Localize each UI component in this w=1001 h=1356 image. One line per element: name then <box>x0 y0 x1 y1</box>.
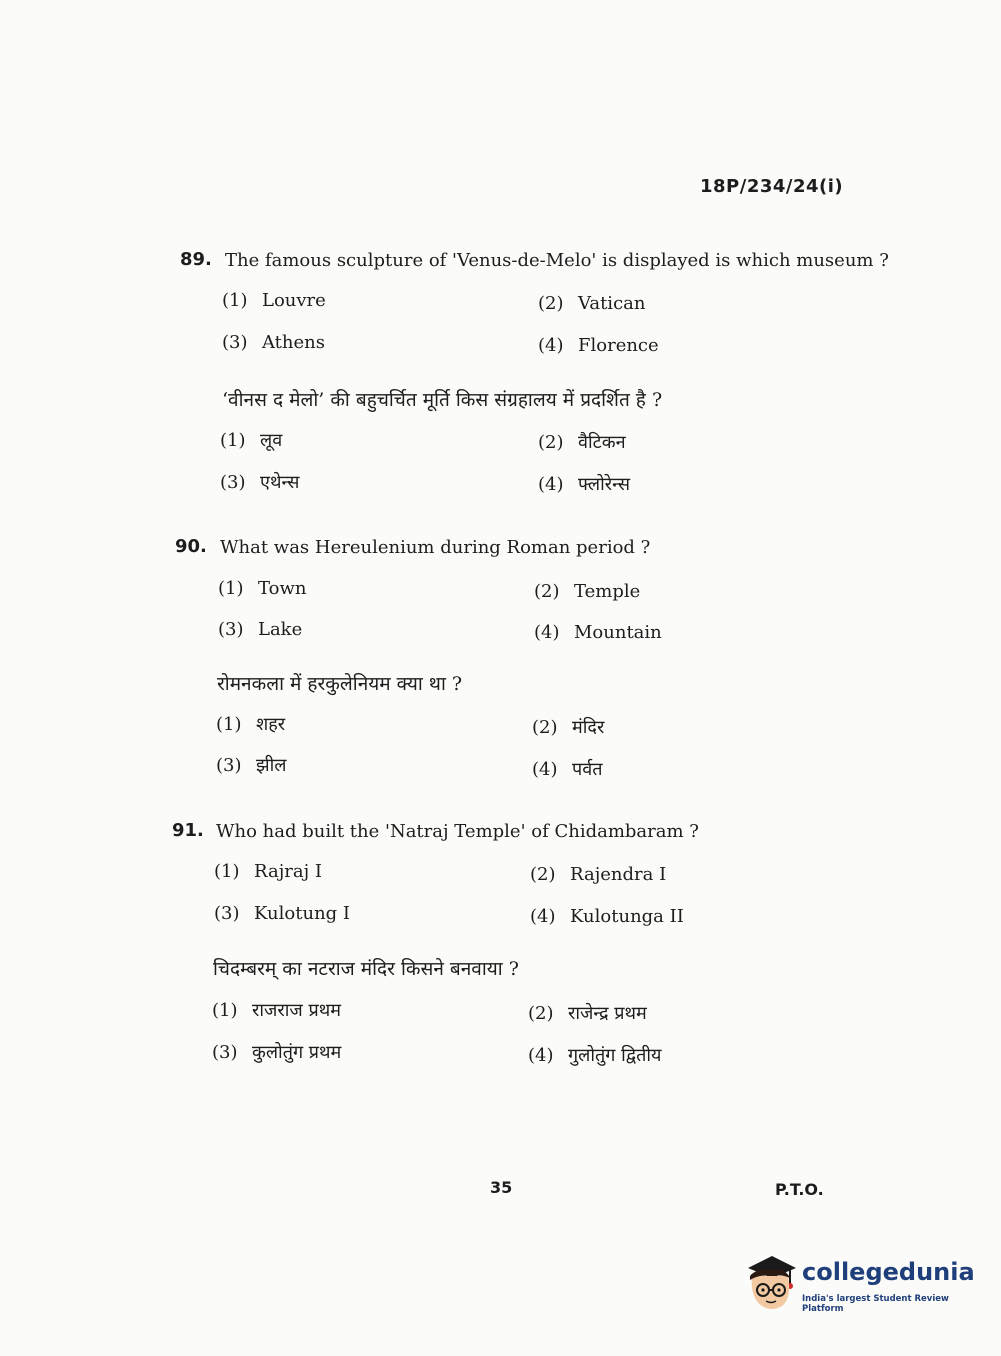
question-text-en: What was Hereulenium during Roman period ? <box>220 537 651 558</box>
option-number: (1) <box>216 714 242 735</box>
option-3-en <box>222 332 325 353</box>
option-text: Lake <box>258 619 303 640</box>
option-number: (1) <box>220 430 246 451</box>
option-text: कुलोतुंग प्रथम <box>252 1042 342 1063</box>
question-text-en: The famous sculpture of 'Venus-de-Melo' is displayed is which museum ? <box>225 250 889 271</box>
option-number: (3) <box>214 903 240 924</box>
option-text: Temple <box>574 581 641 602</box>
option-1-en <box>222 290 326 311</box>
option-2-hi <box>528 1001 647 1025</box>
question-number: 90. <box>175 536 207 557</box>
option-number: (3) <box>222 332 248 353</box>
option-3-en <box>214 903 350 924</box>
option-number: (3) <box>218 619 244 640</box>
option-number: (4) <box>538 335 564 356</box>
option-number: (2) <box>528 1003 554 1024</box>
option-2-hi <box>538 430 626 454</box>
option-text: राजेन्द्र प्रथम <box>568 1003 647 1024</box>
option-number: (2) <box>538 293 564 314</box>
option-text: झील <box>256 755 287 776</box>
option-2-en <box>538 293 645 314</box>
option-text: Kulotunga II <box>570 906 684 927</box>
option-1-en <box>218 578 306 599</box>
option-number: (2) <box>530 864 556 885</box>
option-number: (2) <box>532 717 558 738</box>
option-3-hi <box>216 753 286 777</box>
option-number: (2) <box>538 432 564 453</box>
option-2-en <box>534 581 640 602</box>
option-text: Vatican <box>578 293 646 314</box>
option-text: Town <box>258 578 307 599</box>
option-1-hi <box>212 998 341 1022</box>
option-3-hi <box>220 470 299 494</box>
option-2-en <box>530 864 666 885</box>
option-text: मंदिर <box>572 717 605 738</box>
option-number: (4) <box>528 1045 554 1066</box>
page-number: 35 <box>490 1178 513 1197</box>
option-4-hi <box>538 472 630 496</box>
option-4-en <box>538 335 659 356</box>
option-4-en <box>534 622 662 643</box>
option-3-hi <box>212 1040 341 1064</box>
option-text: वैटिकन <box>578 432 626 453</box>
option-text: Rajendra I <box>570 864 667 885</box>
option-text: एथेन्स <box>260 472 300 493</box>
option-1-hi <box>216 712 285 736</box>
option-text: लूव <box>260 430 283 451</box>
option-text: पर्वत <box>572 759 603 780</box>
option-4-en <box>530 906 684 927</box>
option-text: Louvre <box>262 290 326 311</box>
question-text-en: Who had built the 'Natraj Temple' of Chidambaram ? <box>216 821 699 842</box>
option-text: Mountain <box>574 622 662 643</box>
option-1-en <box>214 861 322 882</box>
question-number: 89. <box>180 249 212 270</box>
option-text: Rajraj I <box>254 861 323 882</box>
option-4-hi <box>528 1043 662 1067</box>
collegedunia-logo <box>742 1250 975 1320</box>
option-text: Athens <box>262 332 325 353</box>
paper-code: 18P/234/24(i) <box>700 176 844 197</box>
option-text: राजराज प्रथम <box>252 1000 341 1021</box>
option-text: Kulotung I <box>254 903 351 924</box>
student-mascot-icon <box>742 1250 800 1314</box>
option-number: (1) <box>212 1000 238 1021</box>
option-number: (3) <box>216 755 242 776</box>
option-number: (2) <box>534 581 560 602</box>
option-number: (3) <box>212 1042 238 1063</box>
option-text: गुलोतुंग द्वितीय <box>568 1045 662 1066</box>
question-text-hi: रोमनकला में हरकुलेनियम क्या था ? <box>217 673 463 695</box>
option-text: Florence <box>578 335 659 356</box>
option-number: (3) <box>220 472 246 493</box>
question-number: 91. <box>172 820 204 841</box>
option-number: (4) <box>534 622 560 643</box>
brand-name: collegedunia <box>802 1258 975 1286</box>
option-1-hi <box>220 428 282 452</box>
option-number: (4) <box>530 906 556 927</box>
option-number: (4) <box>532 759 558 780</box>
option-4-hi <box>532 757 603 781</box>
pto-label: P.T.O. <box>775 1180 824 1199</box>
question-text-hi: ‘वीनस द मेलो’ की बहुचर्चित मूर्ति किस संग्रहालय में प्रदर्शित है ? <box>222 389 663 411</box>
option-number: (1) <box>222 290 248 311</box>
option-text: शहर <box>256 714 286 735</box>
option-number: (1) <box>214 861 240 882</box>
brand-tagline: India's largest Student Review Platform <box>802 1294 949 1314</box>
question-text-hi: चिदम्बरम् का नटराज मंदिर किसने बनवाया ? <box>213 958 519 980</box>
option-number: (1) <box>218 578 244 599</box>
option-3-en <box>218 619 302 640</box>
option-number: (4) <box>538 474 564 495</box>
option-2-hi <box>532 715 604 739</box>
option-text: फ्लोरेन्स <box>578 474 631 495</box>
